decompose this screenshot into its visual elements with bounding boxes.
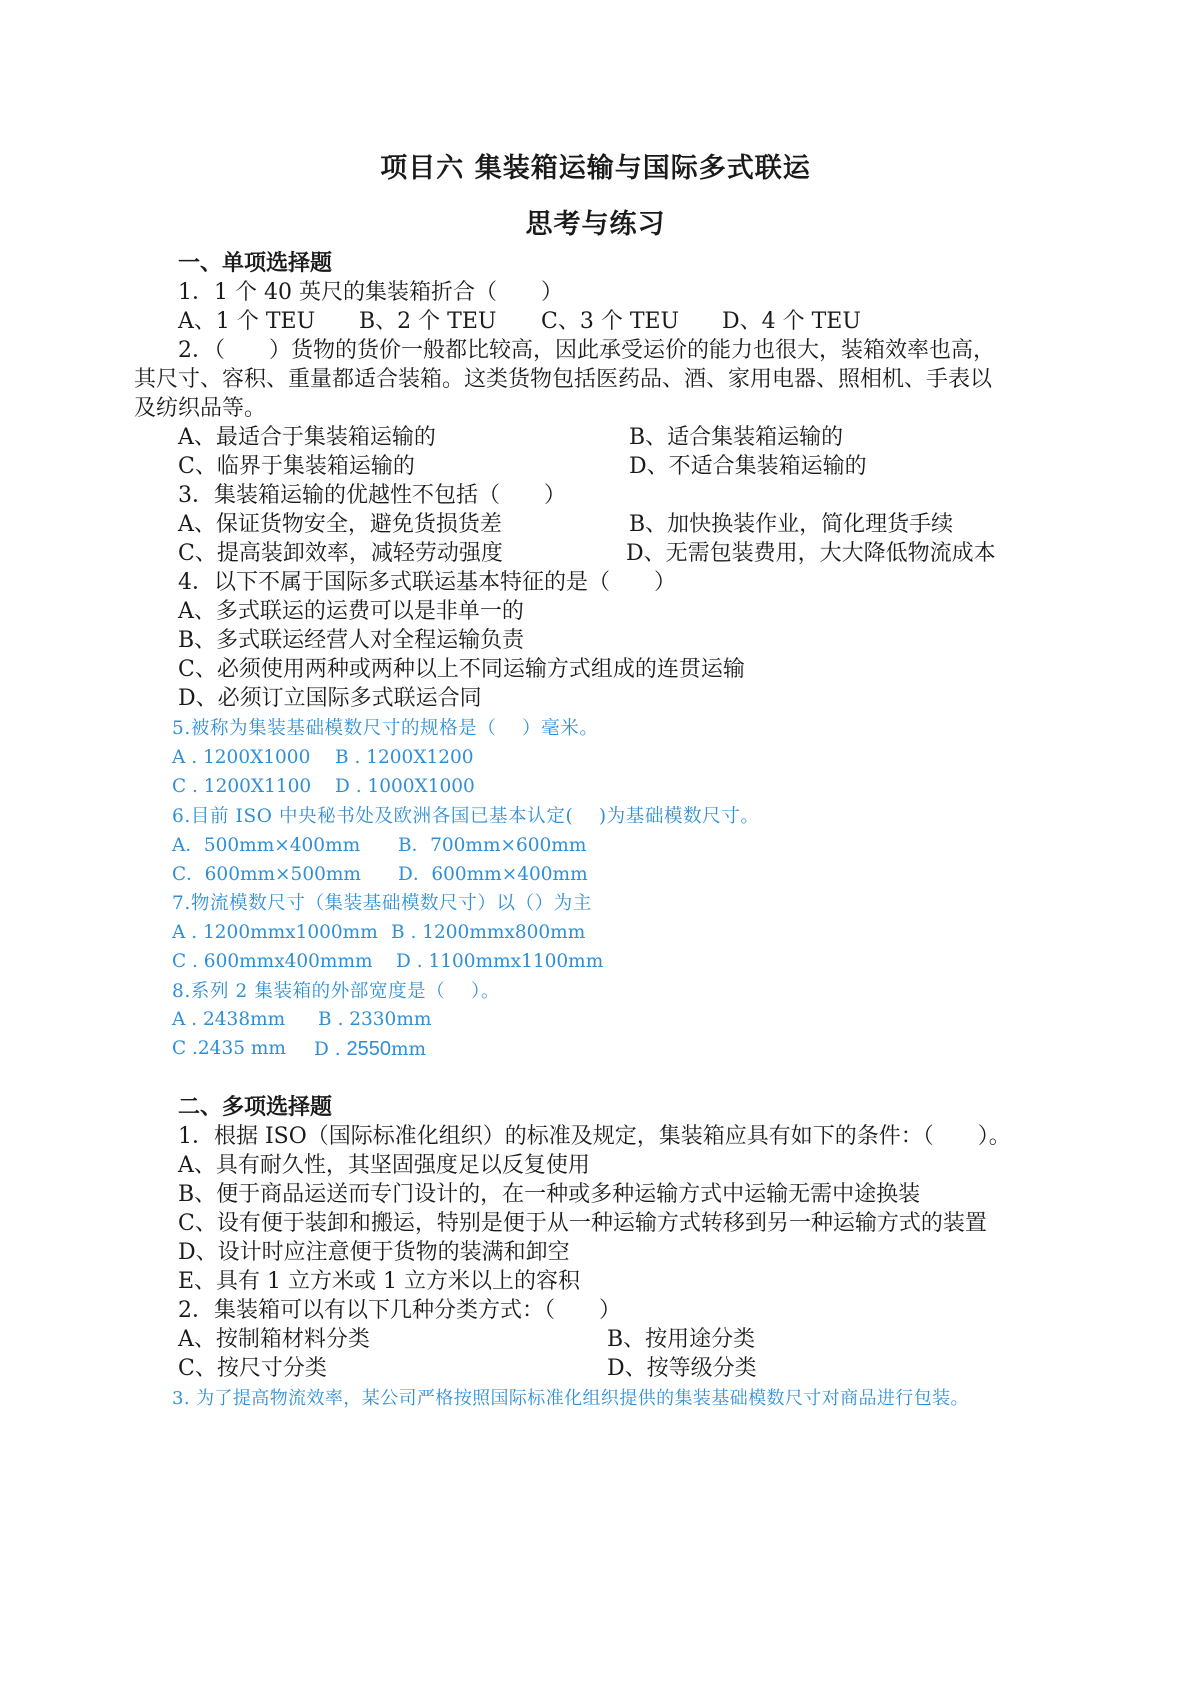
- s1-q2-option-b: B、适合集装箱运输的: [629, 425, 844, 450]
- s1-q2-option-a: A、最适合于集装箱运输的: [178, 425, 436, 450]
- s1-q3-option-b: B、加快换装作业，简化理货手续: [629, 512, 954, 537]
- s1-q2-text-line3: 及纺织品等。: [134, 396, 267, 421]
- s2-q2-option-b: B、按用途分类: [607, 1327, 756, 1352]
- s1-q7-option-c: C . 600mmx400mmm: [172, 951, 373, 972]
- s1-q8-option-a: A . 2438mm: [172, 1009, 286, 1030]
- s1-q8-option-c: C .2435 mm: [172, 1038, 286, 1059]
- s1-q5-option-b: B . 1200X1200: [335, 747, 474, 768]
- s1-q5-option-a: A . 1200X1000: [172, 747, 311, 768]
- document-subtitle: 思考与练习: [525, 209, 666, 240]
- s1-q4-option-b: B、多式联运经营人对全程运输负责: [178, 628, 525, 653]
- section1-heading: 一、单项选择题: [178, 251, 333, 276]
- s2-q1-option-e: E、具有 1 立方米或 1 立方米以上的容积: [178, 1269, 581, 1294]
- s1-q5-option-c: C . 1200X1100: [172, 776, 312, 797]
- s2-q1-option-b: B、便于商品运送而专门设计的，在一种或多种运输方式中运输无需中途换装: [178, 1182, 921, 1207]
- s1-q5-option-d: D . 1000X1000: [335, 776, 475, 797]
- s2-q2-option-c: C、按尺寸分类: [178, 1356, 327, 1381]
- s2-q3-text: 3. 为了提高物流效率，某公司严格按照国际标准化组织提供的集装基础模数尺寸对商品进行包装。: [172, 1388, 969, 1409]
- s2-q1-option-a: A、具有耐久性，其坚固强度足以反复使用: [178, 1153, 590, 1178]
- s2-q2-option-d: D、按等级分类: [607, 1356, 757, 1381]
- s1-q3-option-d: D、无需包装费用，大大降低物流成本: [626, 541, 996, 566]
- s2-q1-text: 1．根据 ISO（国际标准化组织）的标准及规定，集装箱应具有如下的条件：（ ）。: [178, 1124, 1011, 1149]
- s1-q4-text: 4．以下不属于国际多式联运基本特征的是（ ）: [178, 570, 676, 595]
- s1-q8-option-d-number: 2550: [346, 1038, 391, 1060]
- document-title: 项目六 集装箱运输与国际多式联运: [380, 153, 811, 184]
- section2-heading: 二、多项选择题: [178, 1095, 333, 1120]
- s1-q6-option-c: C．600mm×500mm: [172, 864, 361, 885]
- s1-q2-option-c: C、临界于集装箱运输的: [178, 454, 415, 479]
- s1-q1-option-a: A、1 个 TEU: [178, 309, 316, 334]
- s2-q1-option-d: D、设计时应注意便于货物的装满和卸空: [178, 1240, 570, 1265]
- s1-q4-option-c: C、必须使用两种或两种以上不同运输方式组成的连贯运输: [178, 657, 745, 682]
- s1-q1-option-d: D、4 个 TEU: [722, 309, 861, 334]
- s1-q6-text: 6.目前 ISO 中央秘书处及欧洲各国已基本认定( )为基础模数尺寸。: [172, 806, 760, 827]
- s1-q8-option-b: B . 2330mm: [318, 1009, 432, 1030]
- s1-q6-option-d: D．600mm×400mm: [398, 864, 588, 885]
- s1-q7-option-a: A . 1200mmx1000mm: [172, 922, 378, 943]
- s1-q4-option-d: D、必须订立国际多式联运合同: [178, 686, 482, 711]
- s2-q2-option-a: A、按制箱材料分类: [178, 1327, 370, 1352]
- s2-q2-text: 2．集装箱可以有以下几种分类方式：（ ）: [178, 1298, 621, 1323]
- s1-q6-option-a: A．500mm×400mm: [172, 835, 361, 856]
- s1-q3-text: 3．集装箱运输的优越性不包括（ ）: [178, 483, 566, 508]
- s1-q7-option-b: B . 1200mmx800mm: [391, 922, 586, 943]
- s1-q4-option-a: A、多式联运的运费可以是非单一的: [178, 599, 524, 624]
- s2-q1-option-c: C、设有便于装卸和搬运，特别是便于从一种运输方式转移到另一种运输方式的装置: [178, 1211, 987, 1236]
- s1-q1-text: 1．1 个 40 英尺的集装箱折合（ ）: [178, 280, 563, 305]
- s1-q8-option-d: [314, 1034, 426, 1065]
- s1-q6-option-b: B．700mm×600mm: [398, 835, 587, 856]
- s1-q2-option-d: D、不适合集装箱运输的: [629, 454, 867, 479]
- s1-q5-text: 5.被称为集装基础模数尺寸的规格是（ ）毫米。: [172, 718, 599, 739]
- s1-q8-option-d-prefix: D .: [314, 1039, 347, 1060]
- s1-q7-option-d: D . 1100mmx1100mm: [396, 951, 604, 972]
- s1-q8-text: 8.系列 2 集装箱的外部宽度是（ ）。: [172, 981, 500, 1002]
- s1-q3-option-a: A、保证货物安全，避免货损货差: [178, 512, 502, 537]
- s1-q2-text-line1: 2．（ ）货物的货价一般都比较高，因此承受运价的能力也很大，装箱效率也高，: [178, 338, 995, 363]
- s1-q7-text: 7.物流模数尺寸（集装基础模数尺寸）以（）为主: [172, 893, 592, 914]
- s1-q8-option-d-unit: mm: [390, 1039, 427, 1060]
- s1-q1-option-b: B、2 个 TEU: [359, 309, 497, 334]
- s1-q3-option-c: C、提高装卸效率，减轻劳动强度: [178, 541, 503, 566]
- s1-q1-option-c: C、3 个 TEU: [541, 309, 680, 334]
- s1-q2-text-line2: 其尺寸、容积、重量都适合装箱。这类货物包括医药品、酒、家用电器、照相机、手表以: [134, 367, 993, 392]
